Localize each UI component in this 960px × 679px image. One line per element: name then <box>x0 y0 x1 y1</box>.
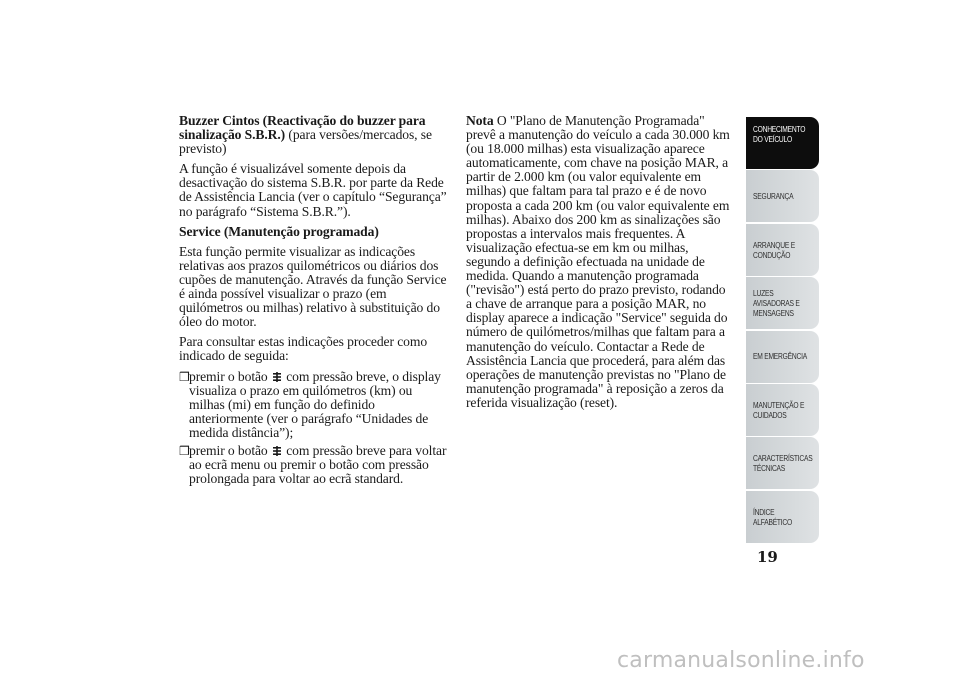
nota-paragraph <box>466 114 734 410</box>
menu-button-icon <box>272 446 282 456</box>
tab-label-line2: AVISADORAS E <box>753 298 800 309</box>
watermark: carmanualsonline.info <box>617 648 865 673</box>
instruction-list <box>179 370 447 487</box>
tab-label-line1: LUZES <box>753 287 774 298</box>
service-description: Esta função permite visualizar as indicações relativas aos prazos quilométricos ou diários dos cupões de manutenção. Através da função Service é ainda possível visualizar o prazo (em quilómetros ou milhas) relativo à substituição do óleo do motor. <box>179 243 447 330</box>
tab-label-line2: CUIDADOS <box>753 409 787 420</box>
checkbox-bullet-icon: ❒ <box>179 369 190 384</box>
tab-label-line2: TÉCNICAS <box>753 463 786 474</box>
tab-label-line2: CONDUÇÃO <box>753 249 791 260</box>
tab-caracteristicas-tecnicas[interactable] <box>746 437 819 489</box>
tab-luzes-avisadoras-e-mensagens[interactable] <box>746 277 819 329</box>
consult-instructions: Para consultar estas indicações proceder como indicado de seguida: <box>179 334 428 364</box>
tab-label-line1: ÍNDICE <box>753 506 775 517</box>
buzzer-heading: Buzzer Cintos (Reactivação do buzzer para sinalização S.B.R.) <box>179 113 426 143</box>
bullet1-text-end: com pressão breve, o display visualiza o prazo em quilómetros (km) ou milhas (mi) em função do definido anteriormente (ver o parágrafo “Unidades de medida distância”); <box>189 368 441 440</box>
tab-label-line2: ALFABÉTICO <box>753 516 793 527</box>
left-column <box>179 114 447 490</box>
tab-label-line3: MENSAGENS <box>753 308 794 319</box>
tab-label-line1: CARACTERÍSTICAS <box>753 453 813 464</box>
list-item <box>179 370 447 440</box>
right-column <box>466 114 734 416</box>
tab-label-line1: ARRANQUE E <box>753 239 795 250</box>
bullet2-text-end: com pressão breve para voltar ao ecrã menu ou premir o botão com pressão prolongada para voltar ao ecrã standard. <box>189 442 447 487</box>
service-heading: Service (Manutenção programada) <box>179 223 379 239</box>
tab-indice-alfabetico[interactable] <box>746 491 819 543</box>
tab-label-line1: SEGURANÇA <box>753 191 794 202</box>
tab-seguranca[interactable] <box>746 170 819 222</box>
buzzer-description: A função é visualizável somente depois da desactivação do sistema S.B.R. por parte da Rede de Assistência Lancia (ver o capítulo “Segurança” no parágrafo “Sistema S.B.R.”). <box>179 161 447 219</box>
tab-arranque-e-conducao[interactable] <box>746 224 819 276</box>
nota-text: O "Plano de Manutenção Programada" prevê a manutenção do veículo a cada 30.000 km (ou 18.000 milhas) esta visualização aparece automaticamente, com chave na posição MAR, a partir de 2.000 km (ou valor equivalente em milhas) que faltam para tal prazo e é de novo proposta a cada 200 km (ou valor equivalente em milhas). Abaixo dos 200 km as sinalizações são propostas a intervalos mais frequentes. A visualização efectua-se em km ou milhas, segundo a definição efectuada na unidade de medida. Quando a manutenção programada ("revisão") está perto do prazo previsto, rodando a chave de arranque para a posição MAR, no display aparece a indicação "Service" seguida do número de quilómetros/milhas que faltam para a manutenção do veículo. Contactar a Rede de Assistência Lancia que procederá, para além das operações de manutenção previstas no "Plano de manutenção programada" à reposição a zeros da referida visualização (reset). <box>466 113 730 410</box>
tab-label-line1: MANUTENÇÃO E <box>753 399 805 410</box>
list-item <box>179 444 447 486</box>
buzzer-section <box>179 114 447 156</box>
buzzer-availability-note: (para versões/mercados, se previsto) <box>179 127 432 157</box>
checkbox-bullet-icon: ❒ <box>179 443 190 458</box>
tab-label-line2: DO VEÍCULO <box>753 134 793 145</box>
tab-em-emergencia[interactable] <box>746 331 819 383</box>
tab-conhecimento-do-veiculo[interactable] <box>746 117 819 169</box>
page-number: 19 <box>757 548 778 566</box>
tab-label-line1: EM EMERGÊNCIA <box>753 351 807 362</box>
tab-label-line1: CONHECIMENTO <box>753 124 806 134</box>
menu-button-icon <box>272 372 282 382</box>
bullet1-text-start: premir o botão <box>189 368 271 384</box>
chapter-tabs <box>746 117 819 544</box>
tab-manutencao-e-cuidados[interactable] <box>746 384 819 436</box>
nota-label: Nota <box>466 113 494 128</box>
bullet2-text-start: premir o botão <box>189 442 271 458</box>
